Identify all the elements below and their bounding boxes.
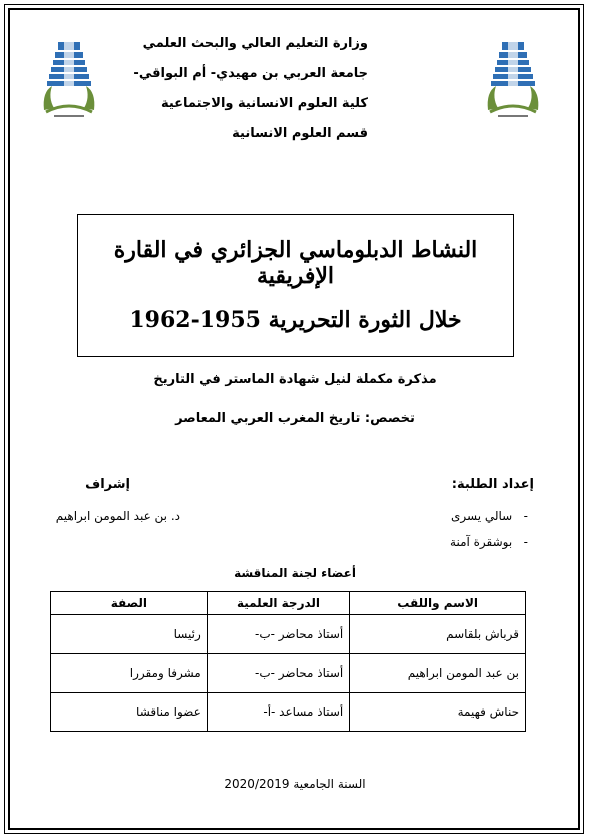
- table-row: [51, 615, 526, 654]
- thesis-title-box: [77, 214, 514, 357]
- ministry-name: وزارة التعليم العالي والبحث العلمي: [142, 36, 368, 51]
- member-role: عضوا مناقشا: [51, 693, 208, 732]
- faculty-name: كلية العلوم الانسانية والاجتماعية: [160, 96, 368, 111]
- committee-table: [50, 591, 526, 732]
- university-logo-right: [484, 40, 542, 122]
- university-name: جامعة العربي بن مهيدي- أم البواقي-: [133, 66, 368, 81]
- column-header: الاسم واللقب: [350, 592, 526, 615]
- member-role: رئيسا: [51, 615, 208, 654]
- student-name: سالي يسرى: [450, 509, 513, 523]
- column-header: الدرجة العلمية: [207, 592, 350, 615]
- thesis-title-line2: خلال الثورة التحريرية 1955-1962: [129, 307, 462, 333]
- thesis-title-line1: النشاط الدبلوماسي الجزائري في القارة الإفريقية: [113, 237, 478, 289]
- table-header-row: [51, 592, 526, 615]
- academic-year: السنة الجامعية 2020/2019: [224, 777, 366, 791]
- member-rank: أستاذ محاضر -ب-: [207, 615, 350, 654]
- table-row: [51, 693, 526, 732]
- student-item: - سالي يسرى: [450, 509, 528, 523]
- students-heading: إعداد الطلبة:: [451, 477, 534, 492]
- department-name: قسم العلوم الانسانية: [232, 126, 368, 141]
- supervisor-name: د. بن عبد المومن ابراهيم: [55, 509, 180, 523]
- column-header: الصفة: [51, 592, 208, 615]
- committee-heading: أعضاء لجنة المناقشة: [234, 566, 356, 580]
- member-rank: أستاذ مساعد -أ-: [207, 693, 350, 732]
- student-name: بوشقرة آمنة: [450, 535, 513, 549]
- member-rank: أستاذ محاضر -ب-: [207, 654, 350, 693]
- degree-subtitle: مذكرة مكملة لنيل شهادة الماستر في التاريخ: [153, 372, 437, 387]
- table-row: [51, 654, 526, 693]
- specialty-line: تخصص: تاريخ المغرب العربي المعاصر: [175, 411, 415, 426]
- member-name: قرباش بلقاسم: [350, 615, 526, 654]
- member-role: مشرفا ومقررا: [51, 654, 208, 693]
- member-name: حناش فهيمة: [350, 693, 526, 732]
- student-item: - بوشقرة آمنة: [450, 535, 528, 549]
- university-logo-left: [40, 40, 98, 122]
- member-name: بن عبد المومن ابراهيم: [350, 654, 526, 693]
- supervision-heading: إشراف: [85, 477, 130, 492]
